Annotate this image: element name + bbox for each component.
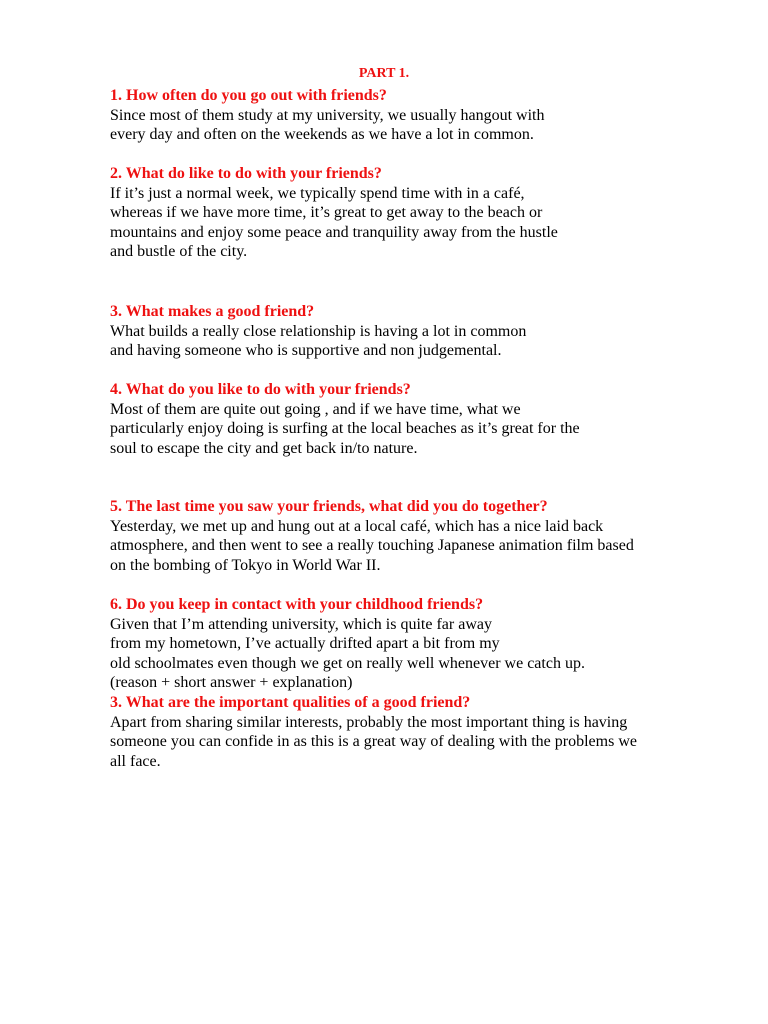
answer-line: old schoolmates even though we get on really well whenever we catch up. <box>110 654 585 672</box>
answer-line: on the bombing of Tokyo in World War II. <box>110 556 381 574</box>
answer-line: If it’s just a normal week, we typically spend time with in a café, <box>110 184 525 202</box>
qa-block-7 <box>110 693 750 771</box>
qa-block-4 <box>110 380 750 458</box>
answer-line: all face. <box>110 752 161 770</box>
question-heading: 6. Do you keep in contact with your childhood friends? <box>110 596 484 613</box>
qa-block-6 <box>110 595 750 693</box>
qa-block-3 <box>110 302 750 361</box>
answer-line: Most of them are quite out going , and if we have time, what we <box>110 400 521 418</box>
answer-line: mountains and enjoy some peace and tranquility away from the hustle <box>110 223 558 241</box>
answer-line: What builds a really close relationship is having a lot in common <box>110 322 527 340</box>
answer-line: every day and often on the weekends as we have a lot in common. <box>110 126 534 143</box>
question-heading: 3. What are the important qualities of a good friend? <box>110 694 471 711</box>
answer-line: someone you can confide in as this is a great way of dealing with the problems we <box>110 733 637 750</box>
qa-block-1 <box>110 86 750 145</box>
part-title: PART 1. <box>358 66 410 81</box>
answer-line: atmosphere, and then went to see a really touching Japanese animation film based <box>110 537 634 554</box>
answer-line: from my hometown, I’ve actually drifted apart a bit from my <box>110 635 500 652</box>
answer-line: and having someone who is supportive and non judgemental. <box>110 342 502 359</box>
answer-line: particularly enjoy doing is surfing at the local beaches as it’s great for the <box>110 420 580 437</box>
answer-line: whereas if we have more time, it’s great to get away to the beach or <box>110 204 543 221</box>
qa-block-5 <box>110 497 750 575</box>
question-heading: 3. What makes a good friend? <box>110 303 315 320</box>
question-heading: 5. The last time you saw your friends, what did you do together? <box>110 498 548 515</box>
answer-line: Yesterday, we met up and hung out at a local café, which has a nice laid back <box>110 517 604 535</box>
answer-line: Given that I’m attending university, which is quite far away <box>110 615 492 633</box>
qa-block-2 <box>110 164 750 262</box>
answer-line: soul to escape the city and get back in/to nature. <box>110 439 418 457</box>
question-heading: 2. What do like to do with your friends? <box>110 165 382 182</box>
answer-line: (reason + short answer + explanation) <box>110 674 353 691</box>
question-heading: 1. How often do you go out with friends? <box>110 87 387 104</box>
answer-line: and bustle of the city. <box>110 243 248 260</box>
answer-line: Apart from sharing similar interests, probably the most important thing is having <box>110 713 628 731</box>
question-heading: 4. What do you like to do with your friends? <box>110 381 411 398</box>
answer-line: Since most of them study at my university, we usually hangout with <box>110 106 545 124</box>
